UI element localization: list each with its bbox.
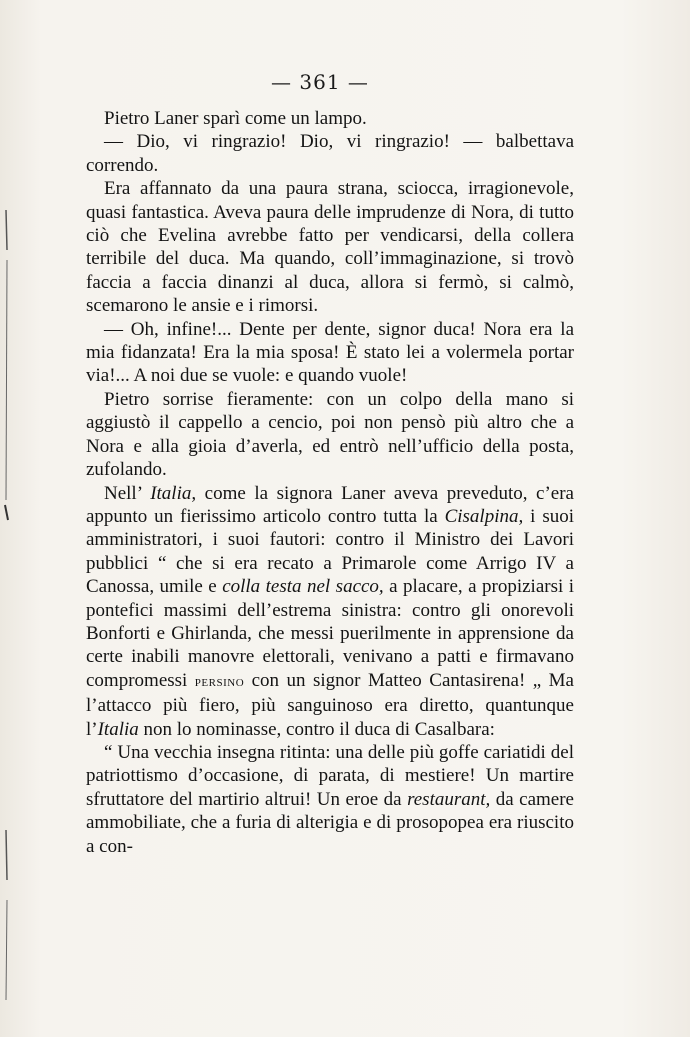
- paragraph: [86, 741, 574, 858]
- paragraph: [86, 107, 574, 130]
- paragraph: [86, 177, 574, 317]
- text-run: — Dio, vi ringrazio! Dio, vi ringrazio! — balbettava correndo.: [86, 131, 574, 176]
- text-run: Pietro sorrise fieramente: con un colpo della mano si aggiustò il cappello a cencio, poi non pensò più altro che a Nora e alla gioia d’averla, ed entrò nell’ufficio della posta, zufolando.: [86, 388, 574, 481]
- text-run: “ Una vecchia insegna ritinta: una delle più goffe cariatidi del patriottismo d’occasione, di parata, di mestiere! Un martire sfruttatore del martirio altrui! Un eroe da: [86, 741, 574, 810]
- binding-edge-marks: [0, 0, 16, 1037]
- text-run: non lo nominasse, contro il duca di Casalbara:: [138, 718, 495, 740]
- text-run: Nell’: [104, 482, 151, 504]
- paragraph: [86, 482, 574, 741]
- italic-text: Cisalpina,: [444, 505, 524, 527]
- italic-text: restaurant,: [407, 788, 491, 810]
- text-run: a placare, a propiziarsi i pontefici massimi dell’estrema sinistra: contro gli onorevoli Bonforti e Ghirlanda, che messi puerilmente in apprensione da certe inabili manovre elettorali, venivano a patti e firmavano compromessi: [86, 576, 575, 691]
- body-text: [86, 107, 574, 858]
- paragraph: [86, 130, 574, 177]
- italic-text: Italia: [97, 718, 139, 740]
- italic-text: colla testa nel sacco,: [222, 576, 384, 598]
- text-run: come la signora Laner aveva preveduto, c’era appunto un fierissimo articolo contro tutta la: [86, 482, 574, 527]
- text-run: Pietro Laner sparì come un lampo.: [104, 108, 367, 129]
- page-number: — 361 —: [271, 70, 369, 94]
- text-run: — Oh, infine!... Dente per dente, signor duca! Nora era la mia fidanzata! Era la mia sposa! È stato lei a volermela portar via!... A noi due se vuole: e quando vuole!: [86, 318, 574, 387]
- italic-text: Italia,: [150, 482, 197, 504]
- text-run: i suoi amministratori, i suoi fautori: contro il Ministro dei Lavori pubblici “ che si era recato a Primarole come Arrigo IV a Canossa, umile e: [86, 505, 574, 598]
- paragraph: [86, 388, 574, 482]
- text-run: da camere ammobiliate, che a furia di alterigia e di prosopopea era riuscito a con-: [86, 788, 574, 857]
- text-run: Era affannato da una paura strana, sciocca, irragionevole, quasi fantastica. Aveva paura delle imprudenze di Nora, di tutto ciò che Evelina avrebbe fatto per vendicarsi, della collera terribile del duca. Ma quando, coll’immaginazione, si trovò faccia a faccia dinanzi al duca, allora si fermò, si calmò, scemarono le ansie e i rimorsi.: [86, 178, 574, 317]
- text-run: con un signor Matteo Cantasirena! „ Ma l’attacco più fiero, più sanguinoso era diretto, quantunque l’: [86, 669, 574, 740]
- text-run: persino: [194, 673, 245, 690]
- paragraph: [86, 318, 574, 388]
